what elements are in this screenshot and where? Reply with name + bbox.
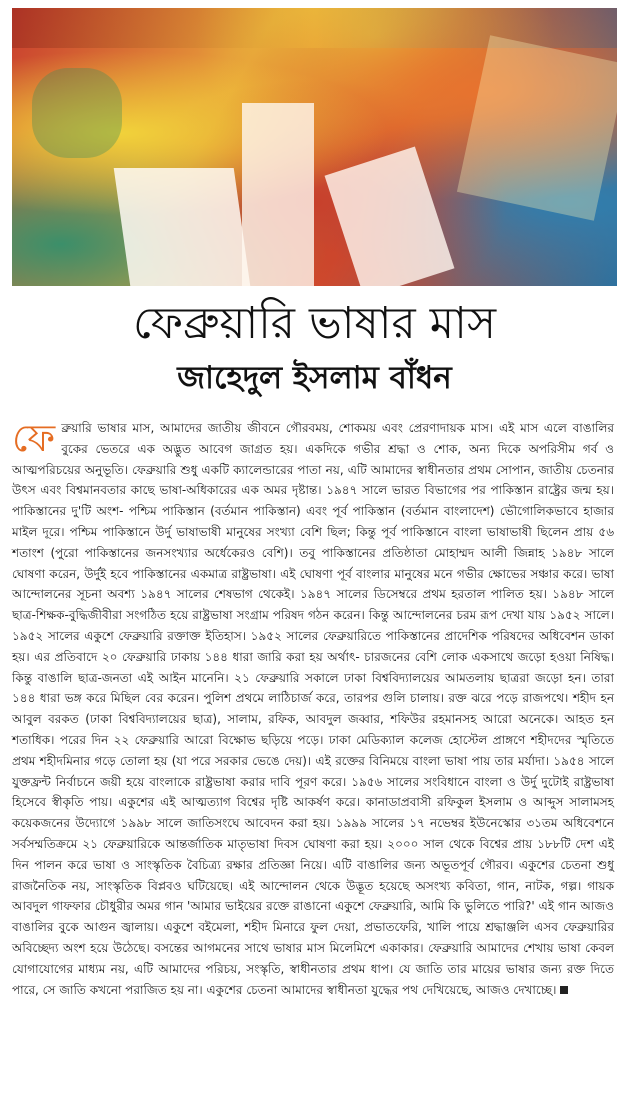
article-dropcap: ফে [12,416,56,460]
article-body [12,418,614,1000]
painting-light-block [114,168,251,286]
painting-light-block [325,146,455,286]
article-author: জাহেদুল ইসলাম বাঁধন [177,360,452,396]
painting-light-block [242,103,314,286]
painting-stroke [32,68,122,158]
end-mark-icon [560,986,568,994]
article-title: ফেব্রুয়ারি ভাষার মাস [132,298,497,349]
painting-stroke [457,35,617,221]
abstract-painting-image [12,8,617,286]
article-text: ব্রুয়ারি ভাষার মাস, আমাদের জাতীয় জীবনে গৌরবময়, শোকময় এবং প্রেরণাদায়ক মাস। এই মাস এলে বাঙালির বুকের ভেতরে এক অদ্ভুত আবেগ জাগ্রত হয়। একদিকে গভীর শ্রদ্ধা ও শোক, অন্য দিকে অপরিসীম গর্ব ও আত্মপরিচয়ের অনুভূতি। ফেব্রুয়ারি শুধু একটি ক্যালেন্ডারের পাতা নয়, এটি আমাদের স্বাধীনতার প্রথম সোপান, জাতীয় চেতনার উৎস এবং বিশ্বমানবতার কাছে ভাষা-অধিকারের এক অমর দৃষ্টান্ত। ১৯৪৭ সালে ভারত বিভাগের পর পাকিস্তান রাষ্ট্রের জন্ম হয়। পাকিস্তানের দু'টি অংশ- পশ্চিম পাকিস্তান (বর্তমান পাকিস্তান) এবং পূর্ব পাকিস্তান (বর্তমান বাংলাদেশ) ভৌগোলিকভাবে হাজার মাইল দূরে। পশ্চিম পাকিস্তানে উর্দু ভাষাভাষী মানুষের সংখ্যা বেশি ছিল; কিন্তু পূর্ব পাকিস্তানে বাংলা ভাষাভাষী ছিলেন প্রায় ৫৬ শতাংশ (পুরো পাকিস্তানের জনসংখ্যার অর্ধেকেরও বেশি)। তবু পাকিস্তানের প্রতিষ্ঠাতা মোহাম্মদ আলী জিন্নাহ ১৯৪৮ সালে ঘোষণা করেন, উর্দুই হবে পাকিস্তানের একমাত্র রাষ্ট্রভাষা। এই ঘোষণা পূর্ব বাংলার মানুষের মনে গভীর ক্ষোভের সঞ্চার করে। ভাষা আন্দোলনের সূচনা অবশ্য ১৯৪৭ সালের শেষভাগ থেকেই। ১৯৪৭ সালের ডিসেম্বরে প্রথম হরতাল পালিত হয়। ১৯৪৮ সালে ছাত্র-শিক্ষক-বুদ্ধিজীবীরা সংগঠিত হয়ে রাষ্ট্রভাষা সংগ্রাম পরিষদ গঠন করেন। কিন্তু আন্দোলনের চরম রূপ দেখা যায় ১৯৫২ সালে। ১৯৫২ সালের একুশে ফেব্রুয়ারি রক্তাক্ত ইতিহাস। ১৯৫২ সালের ফেব্রুয়ারিতে পাকিস্তানের প্রাদেশিক পরিষদের অধিবেশন ডাকা হয়। এর প্রতিবাদে ২০ ফেব্রুয়ারি ঢাকায় ১৪৪ ধারা জারি করা হয় অর্থাৎ- চারজনের বেশি লোক একসাথে জড়ো হওয়া নিষিদ্ধ। কিন্তু বাঙালি ছাত্র-জনতা এই আইন মানেনি। ২১ ফেব্রুয়ারি সকালে ঢাকা বিশ্ববিদ্যালয়ের আমতলায় ছাত্ররা জড়ো হন। তারা ১৪৪ ধারা ভঙ্গ করে মিছিল বের করেন। পুলিশ প্রথমে লাঠিচার্জ করে, তারপর গুলি চালায়। রক্ত ঝরে পড়ে রাজপথে। শহীদ হন আবুল বরকত (ঢাকা বিশ্ববিদ্যালয়ের ছাত্র), সালাম, রফিক, আবদুল জব্বার, শফিউর রহমানসহ আরো অনেকে। আহত হন শতাধিক। পরের দিন ২২ ফেব্রুয়ারি আরো বিক্ষোভ ছড়িয়ে পড়ে। ঢাকা মেডিক্যাল কলেজ হোস্টেল প্রাঙ্গণে শহীদদের স্মৃতিতে প্রথম শহীদমিনার গড়ে তোলা হয় (যা পরে সরকার ভেঙে দেয়)। এই রক্তের বিনিময়ে বাংলা ভাষা পায় তার মর্যাদা। ১৯৫৪ সালে যুক্তফ্রন্ট নির্বাচনে জয়ী হয়ে বাংলাকে রাষ্ট্রভাষা করার দাবি পূরণ করে। ১৯৫৬ সালের সংবিধানে বাংলা ও উর্দু দুটোই রাষ্ট্রভাষা হিসেবে স্বীকৃতি পায়। একুশের এই আত্মত্যাগ বিশ্বের দৃষ্টি আকর্ষণ করে। কানাডাপ্রবাসী রফিকুল ইসলাম ও আব্দুস সালামসহ কয়েকজনের উদ্যোগে ১৯৯৮ সালে জাতিসংঘে আবেদন করা হয়। ১৯৯৯ সালের ১৭ নভেম্বর ইউনেস্কোর ৩১তম অধিবেশনে সর্বসম্মতিক্রমে ২১ ফেব্রুয়ারিকে আন্তর্জাতিক মাতৃভাষা দিবস ঘোষণা করা হয়। ২০০০ সাল থেকে বিশ্বের প্রায় ১৮৮টি দেশ এই দিন পালন করে ভাষা ও সাংস্কৃতিক বৈচিত্র্য রক্ষার প্রতিজ্ঞা নিয়ে। এটি বাঙালির জন্য অভূতপূর্ব গৌরব। একুশের চেতনা শুধু রাজনৈতিক নয়, সাংস্কৃতিক বিপ্লবও ঘটিয়েছে। এই আন্দোলন থেকে উদ্ভূত হয়েছে অসংখ্য কবিতা, গান, নাটক, গল্প। গায়ক আবদুল গাফফার চৌধুরীর অমর গান 'আমার ভাইয়ের রক্তে রাঙানো একুশে ফেব্রুয়ারি, আমি কি ভুলিতে পারি?' এই গান আজও বাঙালির বুকে আগুন জ্বালায়। একুশে বইমেলা, শহীদ মিনারে ফুল দেয়া, প্রভাতফেরি, খালি পায়ে শ্রদ্ধাঞ্জলি এসব ফেব্রুয়ারির অবিচ্ছেদ্য অংশ হয়ে উঠেছে। বসন্তের আগমনের সাথে ভাষার মাস মিলেমিশে একাকার। ফেব্রুয়ারি আমাদের শেখায় ভাষা কেবল যোগাযোগের মাধ্যম নয়, এটি আমাদের পরিচয়, সংস্কৃতি, স্বাধীনতার প্রথম ধাপ। যে জাতি তার মায়ের ভাষার জন্য রক্ত দিতে পারে, সে জাতি কখনো পরাজিত হয় না। একুশের চেতনা আমাদের স্বাধীনতা যুদ্ধের পথ দেখিয়েছে, আজও দেখাচ্ছে। [12,421,614,997]
